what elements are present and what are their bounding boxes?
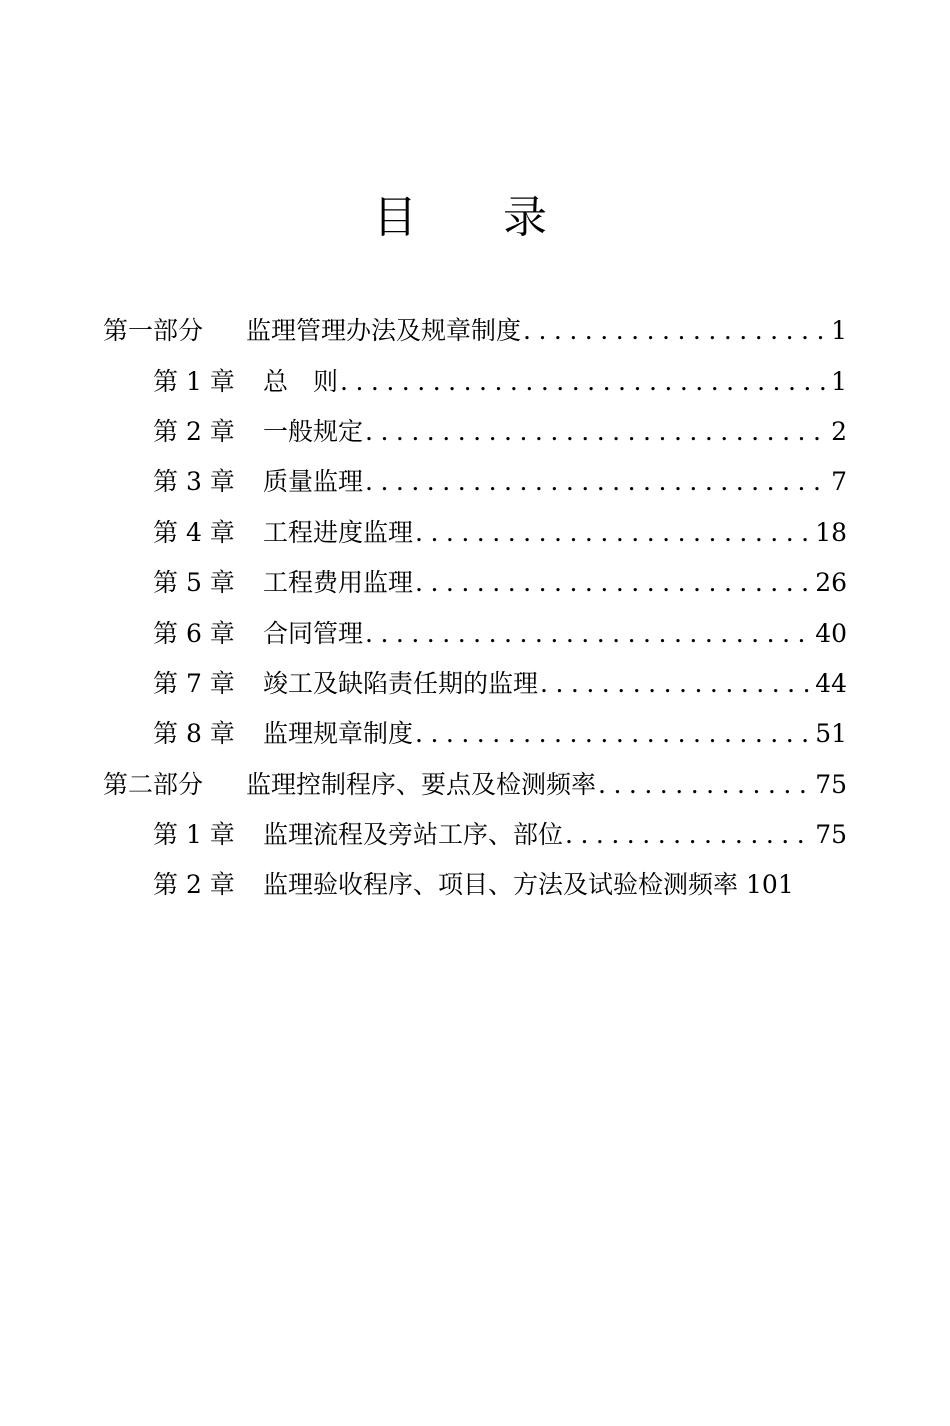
toc-entry-label: 第 1 章	[153, 820, 235, 850]
toc-entry-page: 40	[815, 618, 847, 648]
toc-entry-title: 一般规定	[263, 416, 364, 446]
toc-entry[interactable]	[103, 356, 847, 406]
toc-entry-page: 7	[831, 467, 847, 497]
toc-entry-title: 工程费用监理	[263, 568, 414, 598]
toc-leader-dots	[415, 508, 813, 558]
toc-entry-page: 1	[831, 316, 847, 346]
toc-entry-label: 第 7 章	[153, 668, 235, 698]
toc-entry-title: 监理验收程序、项目、方法及试验检测频率	[263, 870, 739, 900]
toc-entry-label: 第 4 章	[153, 517, 235, 547]
toc-leader-dots	[365, 407, 829, 457]
toc-entry-label: 第 8 章	[153, 719, 235, 749]
table-of-contents	[103, 306, 847, 911]
toc-entry-title: 质量监理	[263, 467, 364, 497]
toc-entry-label: 第 2 章	[153, 870, 235, 900]
toc-entry-label: 第 6 章	[153, 618, 235, 648]
toc-entry[interactable]	[103, 810, 847, 860]
toc-entry-title: 监理管理办法及规章制度	[246, 316, 522, 346]
toc-entry-page: 2	[831, 416, 847, 446]
toc-entry[interactable]	[103, 457, 847, 507]
toc-entry-page: 51	[815, 719, 847, 749]
toc-leader-dots	[415, 709, 813, 759]
toc-entry-label: 第一部分	[103, 316, 204, 346]
toc-entry-title: 监理控制程序、要点及检测频率	[246, 769, 597, 799]
toc-entry-title: 监理流程及旁站工序、部位	[263, 820, 564, 850]
toc-leader-dots	[340, 357, 829, 407]
toc-leader-dots	[365, 457, 829, 507]
toc-entry-label: 第 1 章	[153, 366, 235, 396]
toc-entry[interactable]	[103, 659, 847, 709]
toc-entry-page: 1	[831, 366, 847, 396]
toc-entry-page: 44	[815, 668, 847, 698]
toc-leader-dots	[565, 810, 813, 860]
toc-entry-title: 工程进度监理	[263, 517, 414, 547]
toc-entry-page: 18	[815, 517, 847, 547]
toc-entry-title: 竣工及缺陷责任期的监理	[263, 668, 539, 698]
toc-leader-dots	[523, 306, 829, 356]
toc-entry-title: 合同管理	[263, 618, 364, 648]
toc-entry[interactable]	[103, 860, 847, 910]
toc-entry-page: 101	[746, 870, 794, 900]
toc-entry-page: 75	[815, 820, 847, 850]
toc-entry[interactable]	[103, 558, 847, 608]
toc-entry-label: 第 2 章	[153, 416, 235, 446]
toc-entry[interactable]	[103, 306, 847, 356]
toc-entry[interactable]	[103, 407, 847, 457]
toc-entry[interactable]	[103, 760, 847, 810]
toc-leader-dots	[415, 558, 813, 608]
page-title: 目 录	[373, 192, 583, 243]
toc-entry-label: 第 5 章	[153, 568, 235, 598]
toc-entry-label: 第二部分	[103, 769, 204, 799]
toc-entry[interactable]	[103, 608, 847, 658]
toc-entry-title: 总 则	[263, 366, 339, 396]
toc-leader-dots	[365, 609, 813, 659]
toc-leader-dots	[598, 760, 813, 810]
toc-entry-title: 监理规章制度	[263, 719, 414, 749]
toc-entry[interactable]	[103, 709, 847, 759]
toc-entry-page: 75	[815, 769, 847, 799]
toc-entry-label: 第 3 章	[153, 467, 235, 497]
toc-leader-dots	[540, 659, 813, 709]
toc-entry-page: 26	[815, 568, 847, 598]
toc-entry[interactable]	[103, 508, 847, 558]
